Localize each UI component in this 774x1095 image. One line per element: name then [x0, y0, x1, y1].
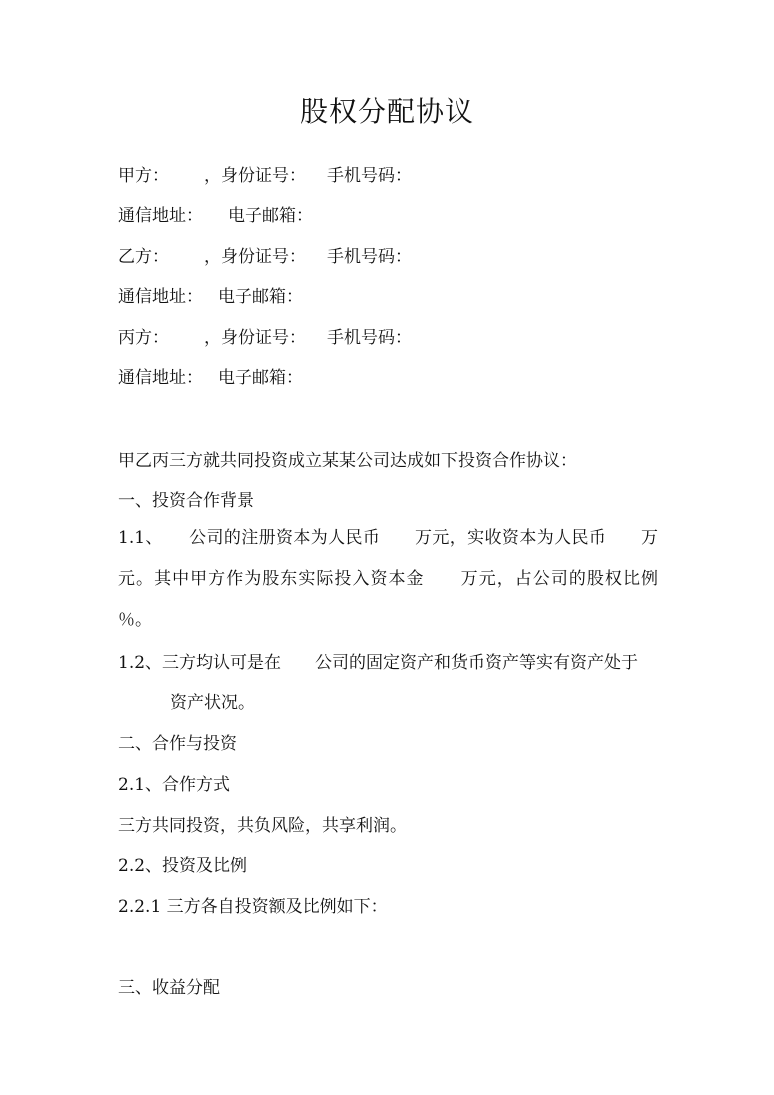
- party-bing-contact-line: [118, 366, 338, 390]
- clause-1-2-line2: 资产状况。: [170, 693, 255, 713]
- sub-2-2-1-text: 2.2.1 三方各自投资额及比例如下：: [118, 897, 388, 917]
- clause-1-2-line1: 1.2、三方均认可是在 公司的固定资产和货币资产等实有资产处于: [118, 653, 639, 673]
- section-3-heading: 三、收益分配: [118, 978, 220, 998]
- section-1-heading: 一、投资合作背景: [118, 491, 254, 511]
- party-bing-address-label: 通信地址：: [118, 368, 203, 388]
- party-yi-contact-line: [118, 285, 338, 309]
- clause-1-1: 1.1、 公司的注册资本为人民币 万元，实收资本为人民币 万元。其中甲方作为股东实际投入资本金 万元，占公司的股权比例 ％。: [118, 528, 692, 630]
- party-yi-address-label: 通信地址：: [118, 287, 203, 307]
- agreement-intro: 甲乙丙三方就共同投资成立某某公司达成如下投资合作协议：: [118, 451, 577, 471]
- party-bing-email-label: 电子邮箱：: [218, 368, 303, 388]
- party-bing-id-label: ，身份证号：: [204, 328, 306, 348]
- party-yi-label: 乙方：: [118, 247, 169, 267]
- party-yi-line: [118, 245, 438, 269]
- sub-2-1-heading: 2.1、合作方式: [118, 775, 231, 795]
- document-title: 股权分配协议: [299, 95, 474, 128]
- party-yi-email-label: 电子邮箱：: [218, 287, 303, 307]
- sub-2-1-text: 三方共同投资，共负风险，共享利润。: [118, 816, 407, 836]
- party-jia-phone-label: 手机号码：: [327, 166, 412, 186]
- party-jia-line: [118, 164, 438, 188]
- party-jia-label: 甲方：: [118, 166, 169, 186]
- section-2-heading: 二、合作与投资: [118, 734, 237, 754]
- party-jia-id-label: ，身份证号：: [204, 166, 306, 186]
- party-yi-id-label: ，身份证号：: [204, 247, 306, 267]
- party-bing-line: [118, 326, 438, 350]
- party-yi-phone-label: 手机号码：: [327, 247, 412, 267]
- party-jia-contact-line: [118, 204, 338, 228]
- party-jia-email-label: 电子邮箱：: [228, 206, 313, 226]
- party-bing-label: 丙方：: [118, 328, 169, 348]
- party-bing-phone-label: 手机号码：: [327, 328, 412, 348]
- party-jia-address-label: 通信地址：: [118, 206, 203, 226]
- sub-2-2-heading: 2.2、投资及比例: [118, 856, 248, 876]
